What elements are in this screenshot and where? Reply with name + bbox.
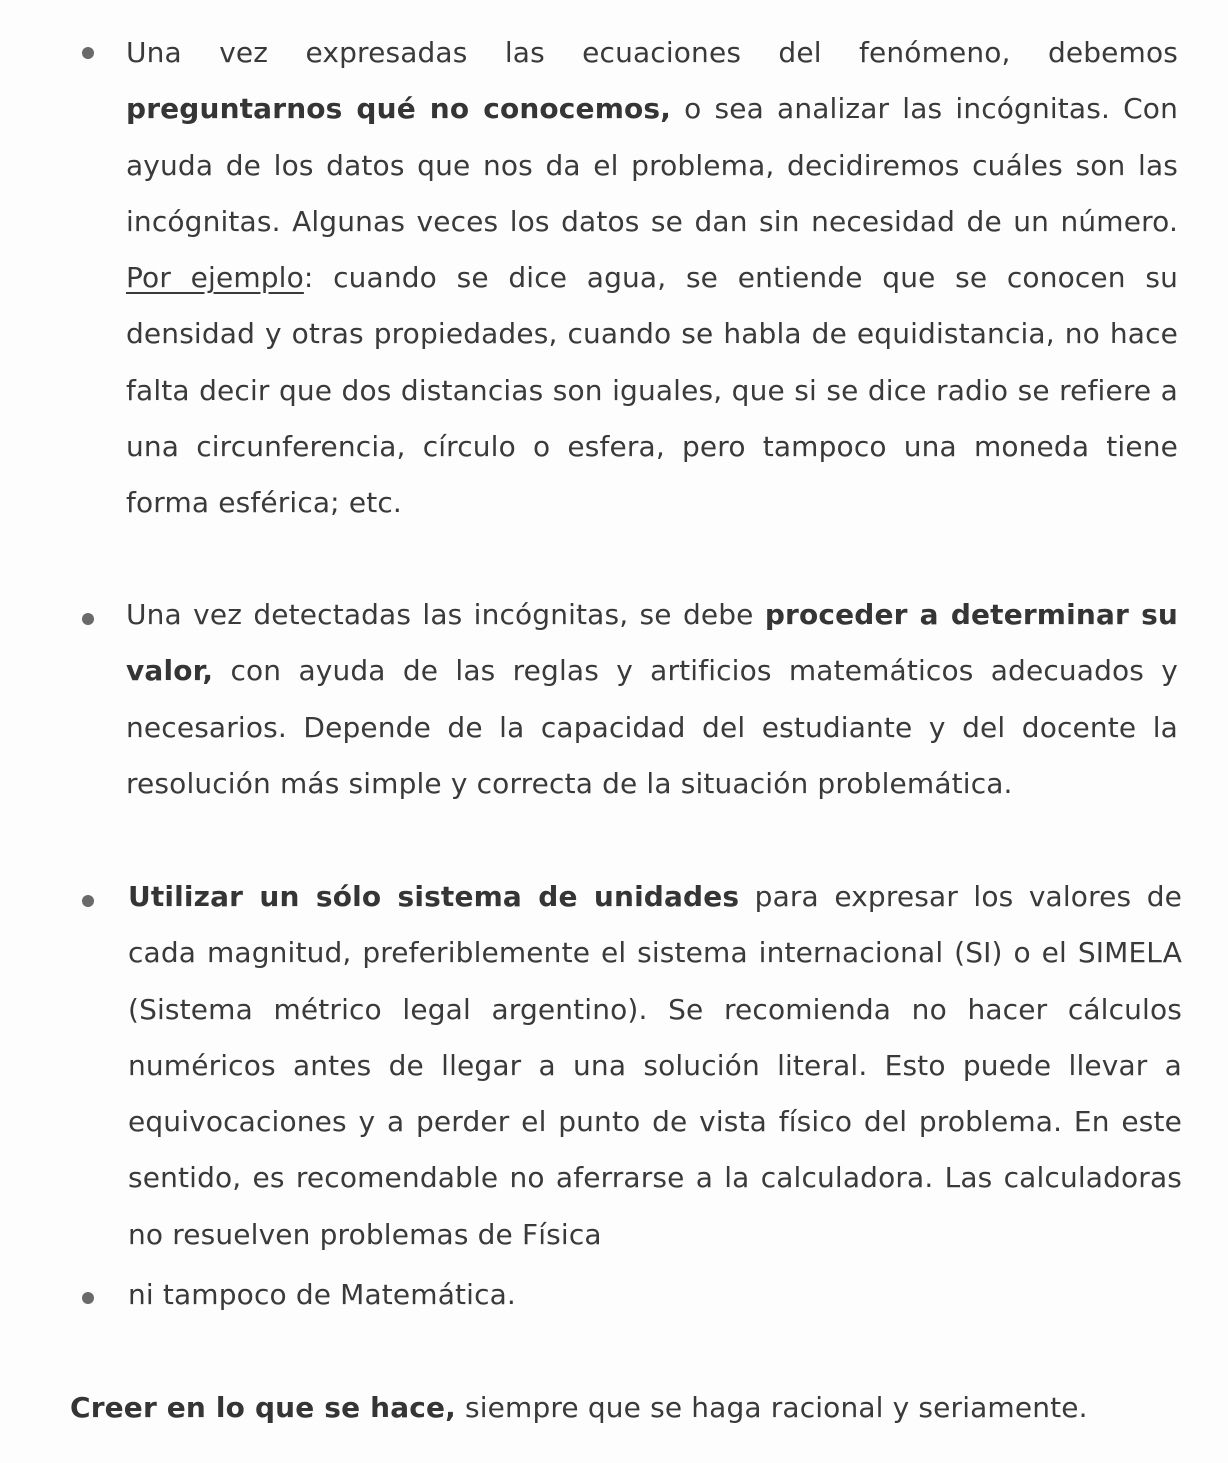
list-item (126, 587, 1178, 812)
closing-text: siempre que se haga racional y seriamente. (455, 1391, 1088, 1424)
list-item (128, 1267, 1180, 1323)
closing-sentence (70, 1380, 1088, 1436)
bullet-icon (82, 47, 94, 59)
item-text: para expresar los valores de cada magnitud, preferiblemente el sistema internacional (SI) o el SIMELA (Sistema métrico legal argentino). Se recomienda no hacer cálculos numéricos antes de llegar a una solución literal. Esto puede llevar a equivocaciones y a perder el punto de vista físico del problema. En este sentido, es recomendable no aferrarse a la calculadora. Las calculadoras no resuelven problemas de Física (128, 880, 1182, 1251)
bullet-icon (82, 613, 94, 625)
bold-phrase: proceder a determinar su valor, (126, 598, 1178, 688)
list-item (128, 869, 1182, 1263)
item-text: con ayuda de las reglas y artificios matemáticos adecuados y necesarios. Depende de la capacidad del estudiante y del docente la resolución más simple y correcta de la situación problemática. (126, 654, 1178, 800)
list-item (126, 25, 1178, 532)
bullet-icon (82, 895, 94, 907)
item-text: : cuando se dice agua, se entiende que se conocen su densidad y otras propiedades, cuando se habla de equidistancia, no hace falta decir que dos distancias son iguales, que si se dice radio se refiere a una circunferencia, círculo o esfera, pero tampoco una moneda tiene forma esférica; etc. (126, 261, 1178, 520)
underlined-phrase: Por ejemplo (126, 261, 304, 295)
bullet-icon (82, 1292, 94, 1304)
item-text: ni tampoco de Matemática. (128, 1278, 516, 1311)
bold-phrase: Creer en lo que se hace, (70, 1391, 456, 1424)
item-text: Una vez expresadas las ecuaciones del fenómeno, debemos (126, 36, 1178, 69)
item-text: o sea analizar las incógnitas. Con ayuda de los datos que nos da el problema, decidiremos cuáles son las incógnitas. Algunas veces los datos se dan sin necesidad de un número. (126, 92, 1178, 238)
bold-phrase: Utilizar un sólo sistema de unidades (128, 880, 740, 913)
bold-phrase: preguntarnos qué no conocemos, (126, 92, 672, 126)
item-text: Una vez detectadas las incógnitas, se debe (126, 598, 765, 631)
